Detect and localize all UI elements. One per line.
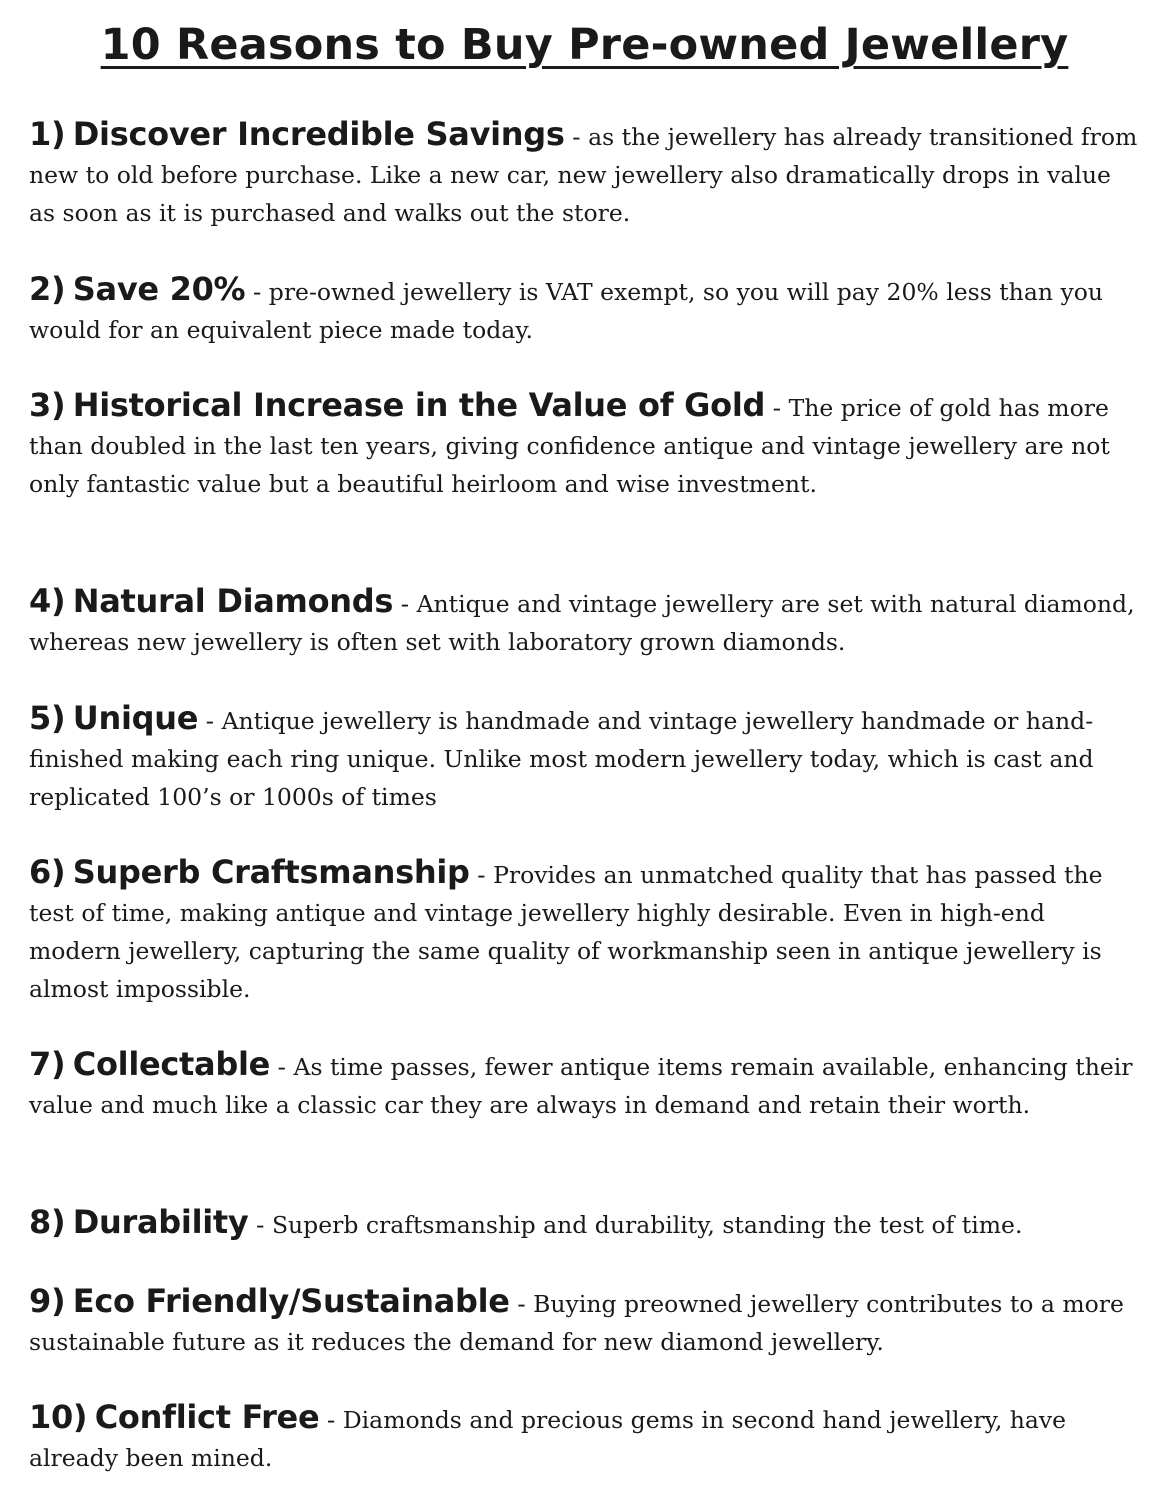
reason-item <box>29 1045 1140 1124</box>
reason-text: Superb craftsmanship and durability, standing the test of time. <box>271 1211 1023 1239</box>
reason-text: as the jewellery has already transitioned from new to old before purchase. Like a new car, new jewellery also dramatically drops in value as soon as it is purchased and walks out the store. <box>29 123 1138 227</box>
reason-item <box>29 1203 1140 1244</box>
reason-separator: - <box>277 1053 286 1081</box>
reason-separator: - <box>205 707 215 735</box>
reason-number: 7) <box>29 1045 66 1083</box>
reason-text: Diamonds and precious gems in second hand jewellery, have already been mined. <box>29 1406 1067 1472</box>
reason-heading: Save 20% <box>72 270 246 308</box>
reason-separator: - <box>326 1406 336 1434</box>
reason-heading: Conflict Free <box>94 1398 320 1436</box>
reason-item <box>29 1398 1140 1477</box>
reason-item <box>29 115 1140 232</box>
reason-text: As time passes, fewer antique items remain available, enhancing their value and much like a classic car they are always in demand and retain their worth. <box>29 1053 1133 1119</box>
reason-item <box>29 386 1140 503</box>
page-title: 10 Reasons to Buy Pre-owned Jewellery <box>100 20 1069 70</box>
reason-heading: Eco Friendly/Sustainable <box>72 1282 510 1320</box>
reason-number: 10) <box>29 1398 88 1436</box>
reason-heading: Collectable <box>72 1045 271 1083</box>
reason-separator: - <box>400 590 410 618</box>
reason-separator: - <box>252 278 262 306</box>
reason-item <box>29 853 1140 1008</box>
reason-text: pre-owned jewellery is VAT exempt, so you will pay 20% less than you would for an equivalent piece made today. <box>29 278 1103 344</box>
reason-separator: - <box>255 1211 265 1239</box>
reason-item <box>29 1282 1140 1361</box>
reason-heading: Natural Diamonds <box>72 582 394 620</box>
reason-heading: Superb Craftsmanship <box>72 853 470 891</box>
reason-number: 8) <box>29 1203 66 1241</box>
reason-heading: Durability <box>72 1203 249 1241</box>
reason-separator: - <box>477 861 486 889</box>
reason-text: Buying preowned jewellery contributes to a more sustainable future as it reduces the demand for new diamond jewellery. <box>29 1290 1124 1356</box>
reason-text: The price of gold has more than doubled in the last ten years, giving confidence antique and vintage jewellery are not only fantastic value but a beautiful heirloom and wise investment. <box>29 394 1110 498</box>
reason-number: 3) <box>29 386 66 424</box>
reason-number: 5) <box>29 699 66 737</box>
reason-number: 1) <box>29 115 66 153</box>
reason-item <box>29 270 1140 349</box>
reason-number: 2) <box>29 270 66 308</box>
reason-separator: - <box>572 123 581 151</box>
reason-separator: - <box>772 394 782 422</box>
reason-number: 9) <box>29 1282 66 1320</box>
reason-text: Provides an unmatched quality that has passed the test of time, making antique and vintage jewellery highly desirable. Even in high-end modern jewellery, capturing the same quality of workmanship seen in antique jewellery is almost impossible. <box>29 861 1103 1003</box>
reason-text: Antique jewellery is handmade and vintage jewellery handmade or hand-finished making each ring unique. Unlike most modern jewellery today, which is cast and replicated 100’s or 1000s of times <box>29 707 1094 811</box>
reason-text: Antique and vintage jewellery are set with natural diamond, whereas new jewellery is often set with laboratory grown diamonds. <box>29 590 1135 656</box>
reason-item <box>29 699 1140 816</box>
reason-number: 6) <box>29 853 66 891</box>
reason-heading: Historical Increase in the Value of Gold <box>72 386 766 424</box>
reason-heading: Discover Incredible Savings <box>72 115 565 153</box>
reason-number: 4) <box>29 582 66 620</box>
reason-item <box>29 582 1140 661</box>
reason-separator: - <box>517 1290 526 1318</box>
reason-heading: Unique <box>72 699 199 737</box>
